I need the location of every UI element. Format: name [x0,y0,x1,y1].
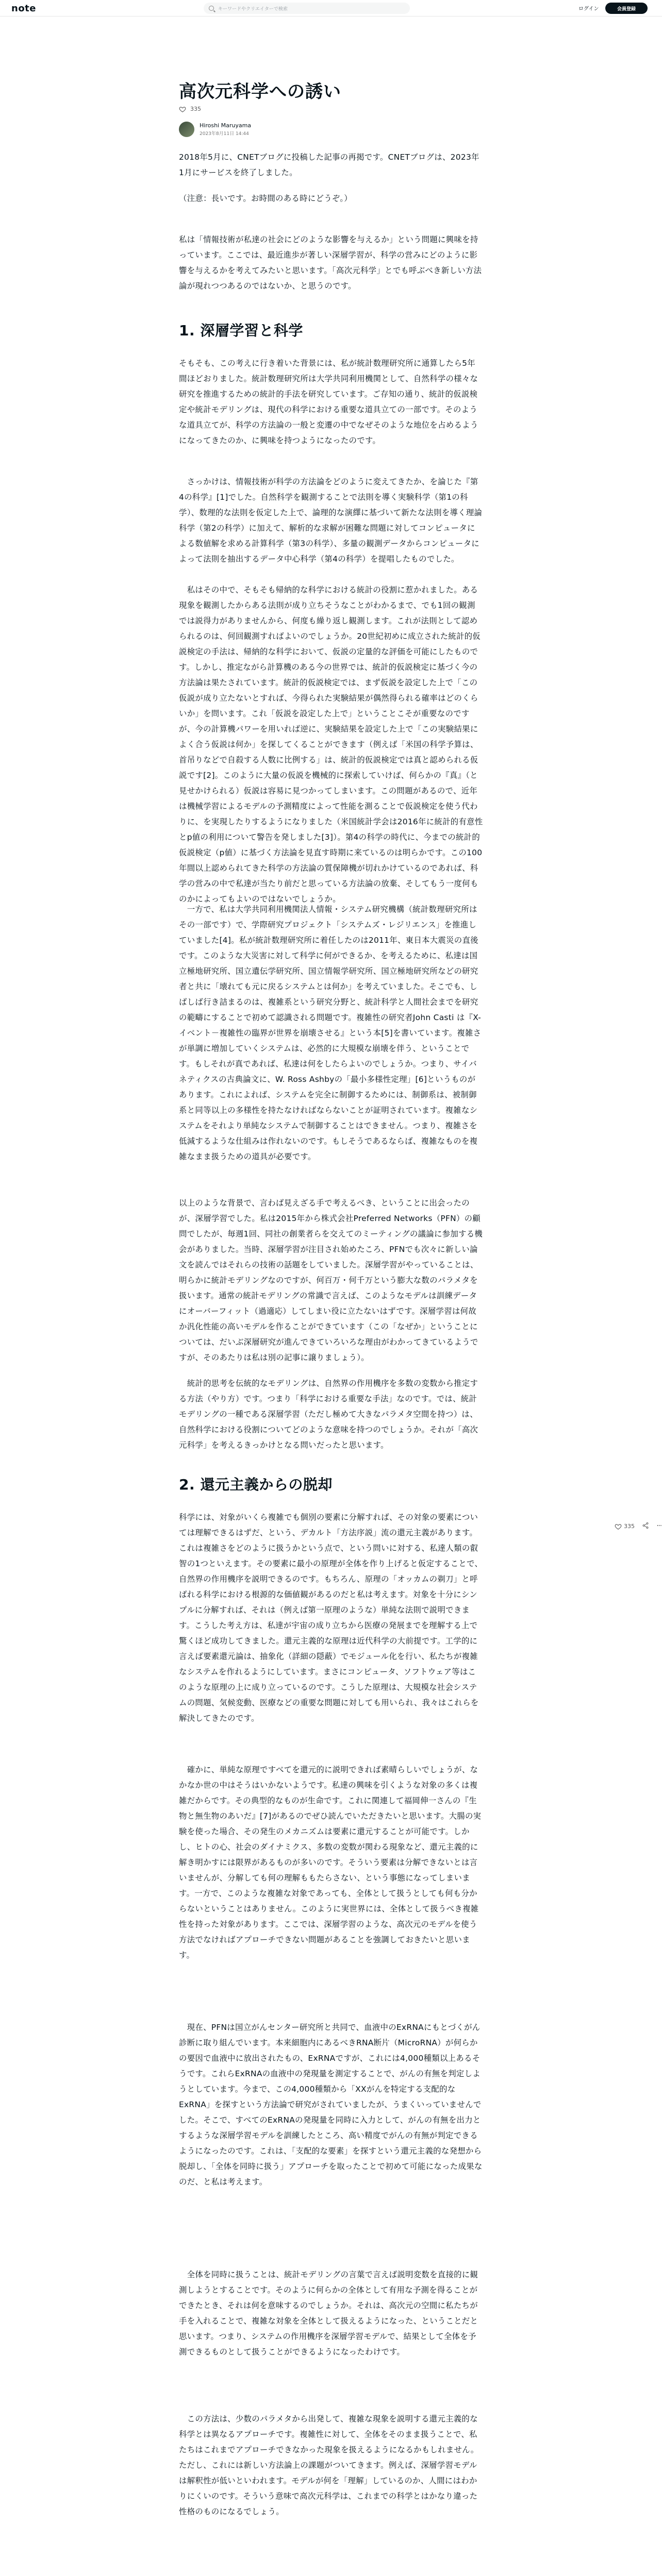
author-date: 2023年8月11日 14:44 [200,131,249,137]
side-like-button[interactable] [615,1523,635,1530]
signup-button[interactable]: 会員登録 [605,3,648,14]
paragraph: 私は「情報技術が私達の社会にどのような影響を与えるか」という問題に興味を持っています。ここでは、最近進歩が著しい深層学習が、科学の営みにどのように影響を与えるかを考えてみたいと思います。「高次元科学」とでも呼ぶべき新しい方法論が現れつつあるのではないか、と思うのです。 [179,235,482,291]
section-heading: 2. 還元主義からの脱却 [179,1476,333,1493]
paragraph: さっかけは、情報技術が科学の方法論をどのように変えてきたか、を論じた『第4の科学』[1]でした。自然科学を観測することで法則を導く実験科学（第1の科学）、数理的な法則を仮定した上で、論理的な演繹に基づいて新たな法則を導く理論科学（第2の科学）に加えて、解析的な求解が困難な問題に対してコンピュータによる数値解を求める計算科学（第3の科学）、多量の観測データからコンピュータによって法則を抽出するデータ中心科学（第4の科学）を提唱したものでした。 [179,477,483,564]
paragraph: 2018年5月に、CNETブログに投稿した記事の再掲です。CNETブログは、2023年1月にサービスを終了しました。 [179,152,479,177]
share-icon[interactable] [642,1521,649,1531]
paragraph: そもそも、この考えに行き着いた背景には、私が統計数理研究所に通算したら5年間ほどおりました。統計数理研究所は大学共同利用機関として、自然科学の様々な研究を推進するための統計的手法を研究しています。ご存知の通り、統計的仮説検定や統計モデリングは、現代の科学における重要な道具立ての一部です。そのような道具立てが、科学の方法論の一般と変遷の中でなぜそのような地位を占めるようになってきたのか、に興味を持つようになったのです。 [179,359,478,445]
note-logo[interactable]: note [11,3,36,14]
heart-icon[interactable] [179,105,186,112]
paragraph: この方法は、少数のパラメタから出発して、複雑な現象を説明する還元主義的な科学とは異なるアプローチです。複雑性に対して、全体をそのまま扱うことで、私たちはこれまでアプローチできなかった現象を扱えるようになるかもしれません。ただし、これには新しい方法論上の課題がついてきます。例えば、深層学習モデルは解釈性が低いといわれます。モデルが何を「理解」しているのか、人間にはわかりにくいのです。そういう意味で高次元科学は、これまでの科学とはかなり違った性格のものになるでしょう。 [179,2414,479,2516]
search-icon [209,6,214,11]
paragraph: 現在、PFNは国立がんセンター研究所と共同で、血液中のExRNAにもとづくがん診断に取り組んでいます。本来細胞内にあるべきRNA断片（MicroRNA）が何らかの要因で血液中に放出されたもの、ExRNAですが、これには4,000種類以上あるそうです。これらExRNAの血液中の発現量を測定することで、がんの有無を判定しようとしています。今まで、この4,000種類から「XXがんを特定する支配的なExRNA」を探すという方法論で研究がされていましたが、うまくいっていませんでした。そこで、すべてのExRNAの発現量を同時に入力として、がんの有無を出力とするような深層学習モデルを訓練したところ、高い精度でがんの有無が判定できるようになったのです。これは、「支配的な要素」を探すという還元主義的な発想から脱却し、「全体を同時に扱う」アプローチを取ったことで初めて可能になった成果なのだ、と私は考えます。 [179,2023,483,2187]
section-heading: 1. 深層学習と科学 [179,322,303,339]
paragraph: 確かに、単純な原理ですべてを還元的に説明できれば素晴らしいでしょうが、なかなか世の中はそうはいかないようです。私達の興味を引くような対象の多くは複雑だからです。その典型的なものが生命です。これに関連して福岡伸一さんの『生物と無生物のあいだ』[7]があるのでぜひ読んでいただきたいと思います。大腸の実験を使った場合、その発生のメカニズムは要素に還元することが可能です。しかし、ヒトの心、社会のダイナミクス、多数の変数が関わる現象など、還元主義的に解き明かすには限界があるものが多いのです。そういう要素は分解できないとは言いませんが、分解しても何の理解ももたらさない、という事態になってしまいます。一方で、このような複雑な対象であっても、全体として扱うとしても何も分からないということはありません。このように実世界には、全体として扱うべき複雑性を持った対象があります。ここでは、深層学習のような、高次元のモデルを使う方法でなければアプローチできない問題があることを強調しておきたいと思います。 [179,1765,482,1960]
search-placeholder: キーワードやクリエイターで検索 [218,6,288,12]
login-button[interactable]: ログイン [578,6,599,12]
article-title: 高次元科学への誘い [179,81,341,102]
search-bar[interactable] [204,3,410,14]
like-count: 335 [190,105,201,112]
heart-icon [615,1523,622,1530]
side-like-count: 335 [624,1523,635,1530]
paragraph: 統計的思考を伝統的なモデリングは、自然界の作用機序を多数の変数から推定する方法（やり方）です。つまり「科学における重要な手法」なのです。では、統計モデリングの一種である深層学習（ただし極めて大きなパラメタ空間を持つ）は、自然科学における役割についてどのような意味を持つのでしょうか。それが「高次元科学」を考えるきっかけとなる問いだったと思います。 [179,1379,478,1450]
more-icon[interactable] [656,1521,662,1531]
paragraph: 以上のような背景で、言わば見えざる手で考えるべき、ということに出会ったのが、深層学習でした。私は2015年から株式会社Preferred Networks（PFN）の顧問でしたが、毎週1回、同社の創業者らを交えてのミーティングの議論に参加する機会がありました。当時、深層学習が注目され始めたころ、PFNでも次々に新しい論文を読んではそれらの技術の話題をしていました。深層学習がやっていることは、明らかに統計モデリングなのですが、何百万・何千万という膨大な数のパラメタを扱います。通常の統計モデリングの常識で言えば、このようなモデルは訓練データにオーバーフィット（過適応）してしまい役に立たないはずです。深層学習は何故か汎化性能の高いモデルを作ることができています（この「なぜか」ということについては、だいぶ深層研究が進んできていろいろな理由がわかってきているようですが、そのあたりは私は別の記事に譲りましょう）。 [179,1198,483,1362]
paragraph: 私はその中で、そもそも帰納的な科学における統計の役割に惹かれました。ある現象を観測したからある法則が成り立ちそうなことがわかるまで、でも1回の観測では説得力がありませんから、何度も繰り返し観測します。これが法則として認められるのは、何回観測すればよいのでしょうか。20世紀初めに成立された統計的仮説検定の手法は、帰納的な科学において、仮説の定量的な評価を可能にしたものです。しかし、推定ながら計算機のある今の世界では、統計的仮説検定に基づく今の方法論は果たされています。統計的仮説検定では、まず仮説を設定した上で「この仮説が成り立たないとすれば、今得られた実験結果が偶然得られる確率はどのくらいか」を問います。これ「仮説を設定した上で」ということこそが重要なのですが、今の計算機パワーを用いれば逆に、実験結果を設定した上で「この実験結果によく合う仮説は何か」を探してくることができます（例えば「米国の科学予算は、首吊りなどで自殺する人数に比例する」は、統計的仮説検定では真と認められる仮説です[2]。このように大量の仮説を機械的に探索していけば、何らかの『真』（と見せかけられる）仮説は容易に見つかってしまいます。この問題があるので、近年は機械学習によるモデルの予測精度によって性能を測ることで仮説検定を使う代わりに、を実現したりするようになりました（米国統計学会は2016年に統計的有意性とp値の利用について警告を発しました[3]）。第4の科学の時代に、今までの統計的仮説検定（p値）に基づく方法論を見直す時期に来ているのは明らかです。この100年間以上認められてきた科学の方法論の質保障機が切れかけているのであれば、科学の営みの中で私達が当たり前だと思っている方法論の放棄、そしてもう一度何ものかによってもよいのではないでしょうか。 [179,585,483,904]
paragraph: 科学には、対象がいくら複雑でも個別の要素に分解すれば、その対象の要素については理解できるはずだ、という、デカルト「方法序説」流の還元主義があります。これは複雑さをどのように扱うかという点で、という問いに対する、私達人類の叡智の1つといえます。その要素に最小の原理が全体を作り上げると仮定することで、自然界の作用機序を説明できるのです。もちろん、原理の「オッカムの剃刀」と呼ばれる科学における根源的な価値観があるのだと私は考えます。対象を十分にシンプルに分解すれば、それは（例えば第一原理のような）単純な法則で説明できます。こうした考え方は、私達が宇宙の成り立ちから医療の発展までを理解する上で驚くほど成功してきました。還元主義的な原理は近代科学の大前提です。工学的に言えば要素還元論は、抽象化（詳細の隠蔽）でモジュール化を行い、私たちが複雑なシステムを作れるようにしています。まさにコンピュータ、ソフトウェア等はこのような原理の上に成り立っているのです。こうした原理は、大規模な社会システムの問題、気候変動、医療などの重要な問題に対しても用いられ、我々はこれらを解決してきたのです。 [179,1513,483,1723]
side-actions [615,1521,662,1531]
avatar[interactable] [179,122,194,137]
author-name[interactable]: Hiroshi Maruyama [200,122,252,129]
author-row[interactable] [179,122,251,137]
like-row [179,105,201,112]
site-header [0,0,662,16]
paragraph: 一方で、私は大学共同利用機関法人情報・システム研究機構（統計数理研究所はその一部です）で、学際研究プロジェクト「システムズ・レジリエンス」を推進していました[4]。私が統計数理研究所に着任したのは2011年、東日本大震災の直後です。このような大災害に対して科学に何ができるか、を考えるために、私達は国立極地研究所、国立遺伝学研究所、国立情報学研究所、国立極地研究所などの研究者と共に「壊れても元に戻るシステムとは何か」を考えていました。そこでも、しばしば行き詰まるのは、複雑系という研究分野と、統計科学と人間社会までを研究の範疇にすることで初めて認識される問題です。複雑性の研究者John Casti は『X-イベント－複雑性の臨界が世界を崩壊させる』という本[5]を書いています。複雑さが単調に増加していくシステムは、必然的に大規模な崩壊を伴う、ということです。もしそれが真であれば、私達は何をしたらよいのでしょうか。つまり、サイバネティクスの古典論文に、W. Ross Ashbyの「最小多様性定理」[6]というものがあります。これによれば、システムを完全に制御するためには、制御系は、被制御系と同等以上の多様性を持たなければならないことが証明されています。複雑なシステムをそれより単純なシステムで制御することはできません。つまり、複雑さを低減するような仕組みは作れないのです。もしそうであるならば、複雑なものを複雑なまま扱うための道具が必要です。 [179,905,482,1161]
paragraph: 全体を同時に扱うことは、統計モデリングの言葉で言えば説明変数を直接的に観測しようとすることです。そのように何らかの全体として有用な予測を得ることができたとき、それは何を意味するのでしょうか。それは、高次元の空間に私たちが手を入れることで、複雑な対象を全体として扱えるようになった、ということだと思います。つまり、システムの作用機序を深層学習モデルで、結果として全体を予測できるものとして扱うことができるようになったわけです。 [179,2270,478,2357]
paragraph: （注意：長いです。お時間のある時にどうぞ。） [179,194,352,203]
